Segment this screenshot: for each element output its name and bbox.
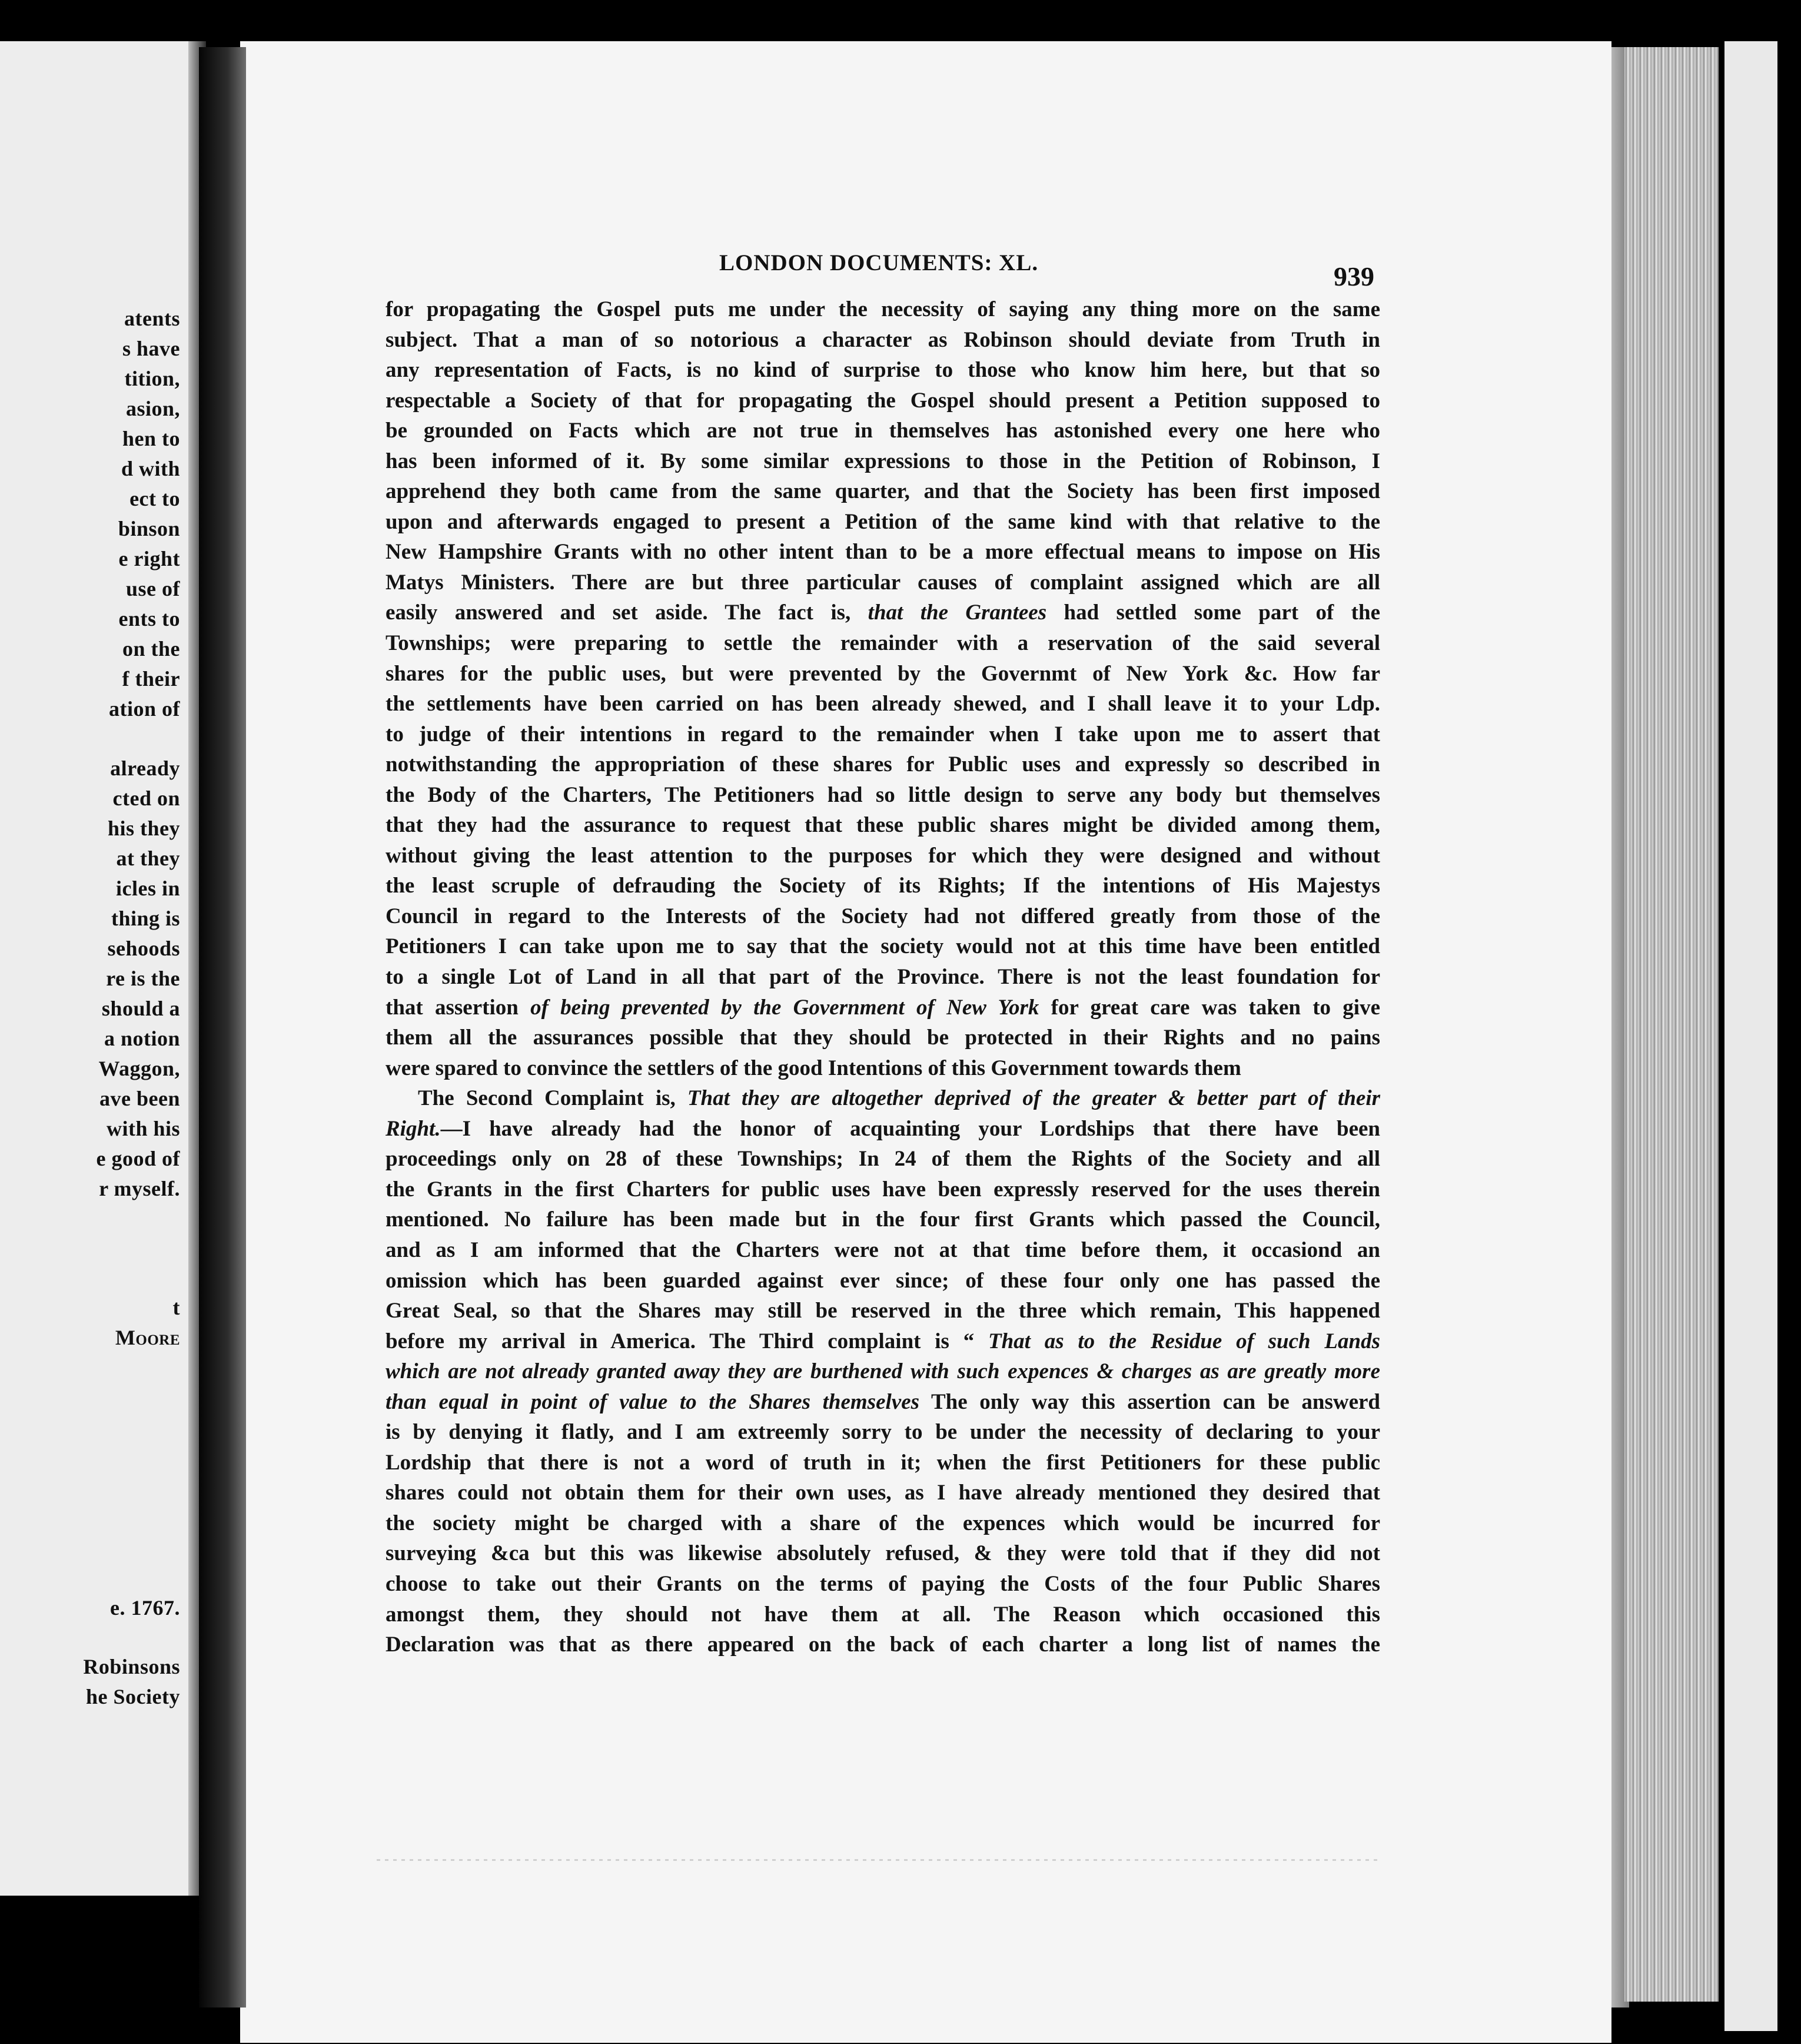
previous-page-line: atents [124, 307, 180, 330]
previous-page-line: ave been [99, 1087, 180, 1110]
text-line [386, 871, 1380, 901]
text-segment: to judge of their intentions in regard to the remainder when I take upon me to assert that [386, 722, 1380, 746]
text-line [386, 749, 1380, 780]
text-segment: surveying &ca but this was likewise absolutely refused, & they were told that if they did not [386, 1541, 1380, 1566]
text-segment: any representation of Facts, is no kind of surprise to those who know him here, but that so [386, 358, 1380, 383]
text-line [386, 537, 1380, 568]
text-line [386, 1630, 1380, 1660]
text-line [386, 1235, 1380, 1266]
text-segment: notwithstanding the appropriation of these shares for Public uses and expressly so described in [386, 752, 1380, 777]
text-line [386, 386, 1380, 416]
previous-page-line: Waggon, [98, 1057, 180, 1080]
text-segment: had settled some part of the [1046, 600, 1380, 625]
italic-text: Right. [386, 1116, 441, 1141]
text-segment: without giving the least attention to the purposes for which they were designed and without [386, 843, 1380, 868]
previous-page-line: with his [106, 1117, 180, 1140]
text-line [386, 568, 1380, 598]
previous-page-line: sehoods [107, 937, 180, 960]
text-line [386, 446, 1380, 477]
text-line [386, 931, 1380, 962]
text-line [386, 507, 1380, 537]
text-segment: to a single Lot of Land in all that part of the Province. There is not the least foundation for [386, 965, 1380, 990]
text-line [386, 1508, 1380, 1539]
text-line [386, 1326, 1380, 1357]
text-segment: is by denying it flatly, and I am extreemly sorry to be under the necessity of declaring to your [386, 1420, 1380, 1445]
text-segment: Great Seal, so that the Shares may still be reserved in the three which remain, This happened [386, 1299, 1380, 1323]
text-line [386, 628, 1380, 659]
text-segment: Lordship that there is not a word of truth in it; when the first Petitioners for these public [386, 1450, 1380, 1475]
previous-page-line: ation of [109, 697, 180, 721]
previous-page [0, 41, 206, 1896]
text-segment: shares for the public uses, but were prevented by the Governmt of New York &c. How far [386, 661, 1380, 686]
previous-page-line: at they [116, 847, 180, 870]
previous-page-line: should a [101, 997, 180, 1020]
text-segment: Council in regard to the Interests of the Society had not differed greatly from those of the [386, 904, 1380, 928]
text-segment: Townships; were preparing to settle the remainder with a reservation of the said several [386, 631, 1380, 656]
text-line [386, 598, 1380, 628]
text-segment: omission which has been guarded against ever since; of these four only one has passed the [386, 1268, 1380, 1293]
previous-page-line: asion, [125, 397, 180, 420]
text-segment: Declaration was that as there appeared on the back of each charter a long list of names the [386, 1632, 1380, 1657]
text-line [386, 719, 1380, 750]
text-line [386, 1569, 1380, 1600]
text-segment: apprehend they both came from the same quarter, and that the Society has been first imposed [386, 479, 1380, 504]
text-line [386, 993, 1380, 1023]
previous-page-line: binson [118, 517, 180, 540]
text-segment: mentioned. No failure has been made but in the four first Grants which passed the Council, [386, 1207, 1380, 1232]
text-line [386, 810, 1380, 841]
previous-page-line: use of [126, 577, 180, 600]
text-line [386, 1204, 1380, 1235]
previous-page-line: on the [122, 637, 180, 661]
text-segment: shares could not obtain them for their own uses, as I have already mentioned they desired that [386, 1481, 1380, 1505]
previous-page-line: Moore [115, 1326, 180, 1349]
text-line [386, 1144, 1380, 1174]
italic-text: of being prevented by the Government of New York [530, 995, 1039, 1020]
previous-page-line: tition, [124, 367, 180, 390]
text-segment: choose to take out their Grants on the terms of paying the Costs of the four Public Shares [386, 1571, 1380, 1596]
text-line [386, 1478, 1380, 1508]
previous-page-line: d with [121, 457, 180, 480]
gutter-shadow [199, 47, 246, 2008]
previous-page-line: r myself. [99, 1177, 180, 1200]
italic-text: than equal in point of value to the Shares themselves [386, 1389, 920, 1414]
text-segment: The only way this assertion can be answerd [919, 1389, 1381, 1414]
previous-page-line: e right [118, 547, 180, 570]
text-segment: proceedings only on 28 of these Townships; In 24 of them the Rights of the Society and all [386, 1147, 1380, 1172]
text-line [386, 659, 1380, 689]
text-segment: for great care was taken to give [1039, 995, 1380, 1020]
text-line [386, 325, 1380, 356]
italic-text: that the Grantees [868, 600, 1047, 625]
previous-page-line: thing is [111, 907, 180, 930]
previous-page-line: e. 1767. [110, 1596, 180, 1620]
italic-text: That they are altogether deprived of the greater & better part of their [687, 1086, 1381, 1111]
text-line [386, 1083, 1380, 1114]
text-line [386, 1296, 1380, 1326]
text-line [386, 689, 1380, 719]
text-line [386, 355, 1380, 386]
previous-page-line: re is the [106, 967, 180, 990]
previous-page-line: e good of [96, 1147, 180, 1170]
text-line [386, 841, 1380, 871]
text-line [386, 1417, 1380, 1448]
previous-page-line: a notion [104, 1027, 180, 1050]
text-segment: the settlements have been carried on has been already shewed, and I shall leave it to your Ldp. [386, 692, 1380, 716]
book-page-edges [1624, 47, 1719, 2002]
text-segment: the Body of the Charters, The Petitioners had so little design to serve any body but themselves [386, 782, 1380, 807]
text-line [386, 416, 1380, 446]
text-segment: —I have already had the honor of acquainting your Lordships that there have been [440, 1116, 1380, 1141]
previous-page-line: his they [107, 817, 180, 840]
previous-page-line: ect to [129, 487, 180, 510]
text-segment: has been informed of it. By some similar expressions to those in the Petition of Robinson, I [386, 449, 1380, 473]
text-line [386, 780, 1380, 811]
previous-page-line: he Society [86, 1685, 180, 1708]
text-line [386, 1448, 1380, 1478]
text-line [386, 1174, 1380, 1205]
text-segment: upon and afterwards engaged to present a Petition of the same kind with that relative to the [386, 509, 1380, 534]
text-line [386, 1600, 1380, 1630]
faint-text-bleed [377, 1859, 1377, 1861]
text-segment: easily answered and set aside. The fact is, [386, 600, 868, 625]
text-segment: be grounded on Facts which are not true in themselves has astonished every one here who [386, 419, 1380, 443]
text-segment: that they had the assurance to request that these public shares might be divided among them, [386, 813, 1380, 838]
text-line [386, 1266, 1380, 1296]
text-segment: them all the assurances possible that they should be protected in their Rights and no pains [386, 1026, 1380, 1050]
text-segment: the least scruple of defrauding the Society of its Rights; If the intentions of His Majestys [386, 874, 1380, 898]
text-segment: the Grants in the first Charters for public uses have been expressly reserved for the uses therein [386, 1177, 1380, 1202]
previous-page-line: already [110, 756, 180, 780]
text-line [386, 1538, 1380, 1569]
running-header: LONDON DOCUMENTS: XL. [719, 250, 1039, 276]
text-segment: for propagating the Gospel puts me under the necessity of saying any thing more on the same [386, 297, 1380, 321]
text-segment: Petitioners I can take upon me to say that the society would not at this time have been entitled [386, 934, 1380, 959]
previous-page-line: Robinsons [83, 1655, 180, 1678]
text-segment: amongst them, they should not have them at all. The Reason which occasioned this [386, 1602, 1380, 1627]
text-segment: New Hampshire Grants with no other intent than to be a more effectual means to impose on His [386, 540, 1380, 565]
text-line [386, 294, 1380, 325]
text-line [386, 962, 1380, 993]
page-number: 939 [1334, 261, 1374, 291]
text-line [386, 1356, 1380, 1387]
text-segment: before my arrival in America. The Third complaint is “ [386, 1329, 988, 1353]
italic-text: which are not already granted away they are burthened with such expences & charges as are greatly more [386, 1359, 1380, 1384]
book-cover-edge [1724, 41, 1777, 2031]
document-body [386, 294, 1380, 1660]
italic-text: That as to the Residue of such Lands [988, 1329, 1380, 1353]
previous-page-line: f their [122, 667, 180, 691]
text-segment: Matys Ministers. There are but three particular causes of complaint assigned which are all [386, 570, 1380, 595]
text-segment: The Second Complaint is, [418, 1086, 687, 1111]
text-segment: were spared to convince the settlers of the good Intentions of this Government towards them [386, 1056, 1241, 1080]
text-segment: that assertion [386, 995, 531, 1020]
previous-page-line: hen to [122, 427, 180, 450]
text-segment: respectable a Society of that for propagating the Gospel should present a Petition supposed to [386, 388, 1380, 413]
text-segment: the society might be charged with a share of the expences which would be incurred for [386, 1511, 1380, 1535]
text-line [386, 476, 1380, 507]
text-line [386, 1023, 1380, 1053]
text-segment: and as I am informed that the Charters were not at that time before them, it occasiond an [386, 1237, 1380, 1262]
text-line [386, 1387, 1380, 1418]
previous-page-line: s have [122, 337, 180, 360]
previous-page-line: icles in [116, 877, 180, 900]
previous-page-line: ents to [118, 607, 180, 631]
text-line [386, 901, 1380, 932]
text-line [386, 1114, 1380, 1144]
text-line [386, 1053, 1380, 1084]
text-segment: subject. That a man of so notorious a character as Robinson should deviate from Truth in [386, 327, 1380, 352]
previous-page-line: cted on [112, 787, 180, 810]
previous-page-line: t [172, 1296, 180, 1319]
